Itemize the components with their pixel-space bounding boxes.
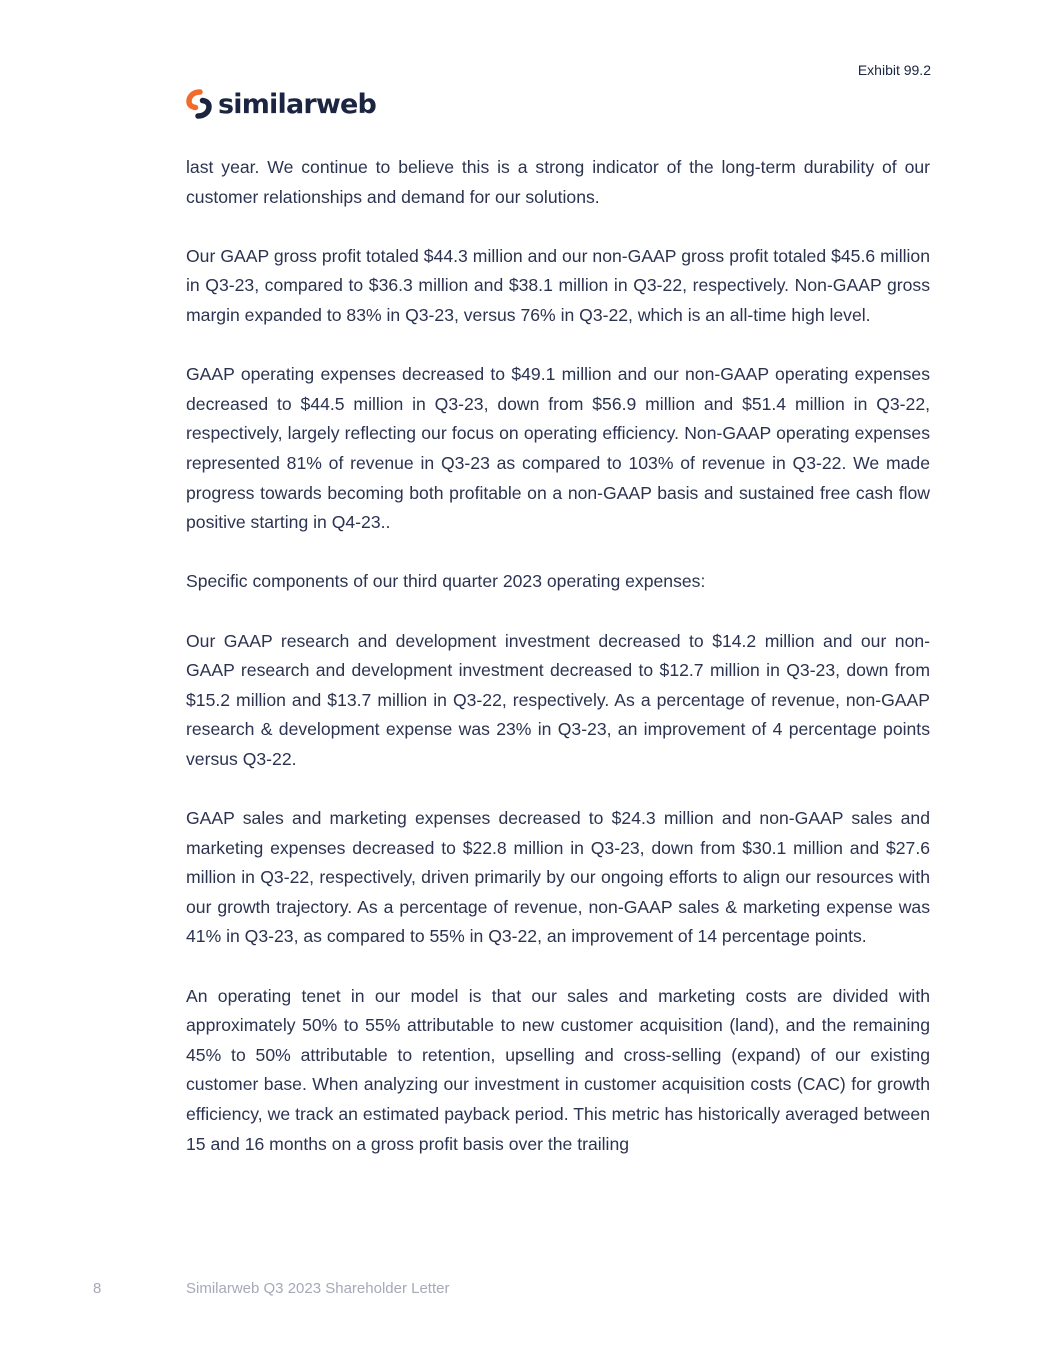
- paragraph: GAAP operating expenses decreased to $49.1 million and our non-GAAP operating expenses decreased to $44.5 million in Q3-23, down from $56.9 million and $51.4 million in Q3-22, respectively, largely reflecting our focus on operating efficiency. Non-GAAP operating expenses represented 81% of revenue in Q3-23 as compared to 103% of revenue in Q3-22. We made progress towards becoming both profitable on a non-GAAP basis and sustained free cash flow positive starting in Q4-23..: [186, 364, 930, 533]
- letter-body: [186, 153, 930, 1189]
- company-logo: [186, 86, 376, 122]
- paragraph: last year. We continue to believe this is a strong indicator of the long-term durability of our customer relationships and demand for our solutions.: [186, 157, 930, 207]
- footer-title: Similarweb Q3 2023 Shareholder Letter: [186, 1280, 450, 1297]
- logo-wordmark: similarweb: [218, 88, 377, 120]
- paragraph: Specific components of our third quarter 2023 operating expenses:: [186, 571, 706, 592]
- similarweb-logo-icon: [186, 89, 212, 119]
- paragraph: Our GAAP research and development investment decreased to $14.2 million and our non-GAAP research and development investment decreased to $12.7 million in Q3-23, down from $15.2 million and $13.7 million in Q3-22, respectively. As a percentage of revenue, non-GAAP research & development expense was 23% in Q3-23, an improvement of 4 percentage points versus Q3-22.: [186, 630, 930, 769]
- page-number: 8: [93, 1280, 102, 1297]
- paragraph: GAAP sales and marketing expenses decreased to $24.3 million and non-GAAP sales and marketing expenses decreased to $22.8 million in Q3-23, down from $30.1 million and $27.6 million in Q3-22, respectively, driven primarily by our ongoing efforts to align our resources with our growth trajectory. As a percentage of revenue, non-GAAP sales & marketing expense was 41% in Q3-23, as compared to 55% in Q3-22, an improvement of 14 percentage points.: [186, 808, 930, 947]
- paragraph: Our GAAP gross profit totaled $44.3 million and our non-GAAP gross profit totaled $45.6 million in Q3-23, compared to $36.3 million and $38.1 million in Q3-22, respectively. Non-GAAP gross margin expanded to 83% in Q3-23, versus 76% in Q3-22, which is an all-time high level.: [186, 245, 930, 325]
- exhibit-label: Exhibit 99.2: [857, 62, 931, 78]
- paragraph: An operating tenet in our model is that our sales and marketing costs are divided with approximately 50% to 55% attributable to new customer acquisition (land), and the remaining 45% to 50% attributable to retention, upselling and cross-selling (expand) of our existing customer base. When analyzing our investment in customer acquisition costs (CAC) for growth efficiency, we track an estimated payback period. This metric has historically averaged between 15 and 16 months on a gross profit basis over the trailing: [186, 985, 930, 1154]
